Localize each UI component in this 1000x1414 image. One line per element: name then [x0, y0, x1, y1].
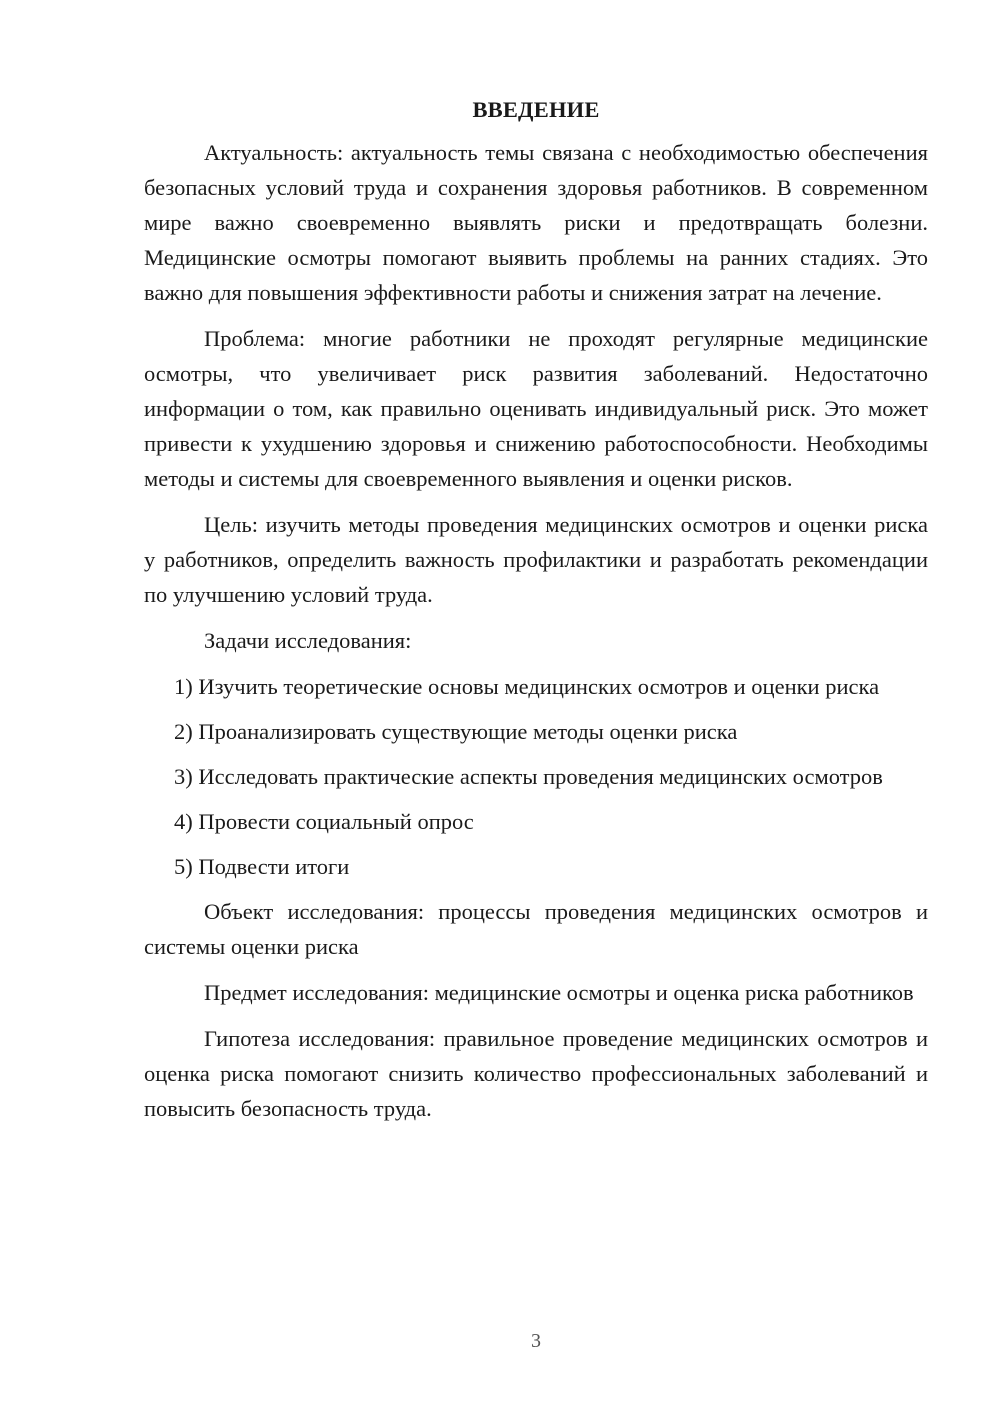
task-item-2: 2) Проанализировать существующие методы оценки риска — [174, 719, 738, 744]
paragraph-goal: Цель: изучить методы проведения медицинских осмотров и оценки риска у работников, определить важность профилактики и разработать рекомендации по улучшению условий труда. — [144, 512, 928, 607]
paragraph-hypothesis: Гипотеза исследования: правильное проведение медицинских осмотров и оценка риска помогают снизить количество профессиональных заболеваний и повысить безопасность труда. — [144, 1026, 928, 1121]
paragraph-object: Объект исследования: процессы проведения медицинских осмотров и системы оценки риска — [144, 899, 928, 959]
paragraph-subject: Предмет исследования: медицинские осмотры и оценка риска работников — [204, 980, 914, 1005]
section-title: ВВЕДЕНИЕ — [472, 97, 600, 122]
task-item-1: 1) Изучить теоретические основы медицинских осмотров и оценки риска — [174, 674, 880, 699]
task-item-5: 5) Подвести итоги — [174, 854, 350, 879]
page-number: 3 — [531, 1330, 541, 1352]
document-page — [144, 92, 928, 1137]
task-item-4: 4) Провести социальный опрос — [174, 809, 474, 834]
task-item-3: 3) Исследовать практические аспекты проведения медицинских осмотров — [174, 764, 883, 789]
paragraph-relevance: Актуальность: актуальность темы связана с необходимостью обеспечения безопасных условий труда и сохранения здоровья работников. В современном мире важно своевременно выявлять риски и предотвращать болезни. Медицинские осмотры помогают выявить проблемы на ранних стадиях. Это важно для повышения эффективности работы и снижения затрат на лечение. — [144, 140, 928, 305]
paragraph-problem: Проблема: многие работники не проходят регулярные медицинские осмотры, что увеличивает риск развития заболеваний. Недостаточно информации о том, как правильно оценивать индивидуальный риск. Это может привести к ухудшению здоровья и снижению работоспособности. Необходимы методы и системы для своевременного выявления и оценки рисков. — [144, 326, 928, 491]
paragraph-tasks-heading: Задачи исследования: — [204, 628, 412, 653]
